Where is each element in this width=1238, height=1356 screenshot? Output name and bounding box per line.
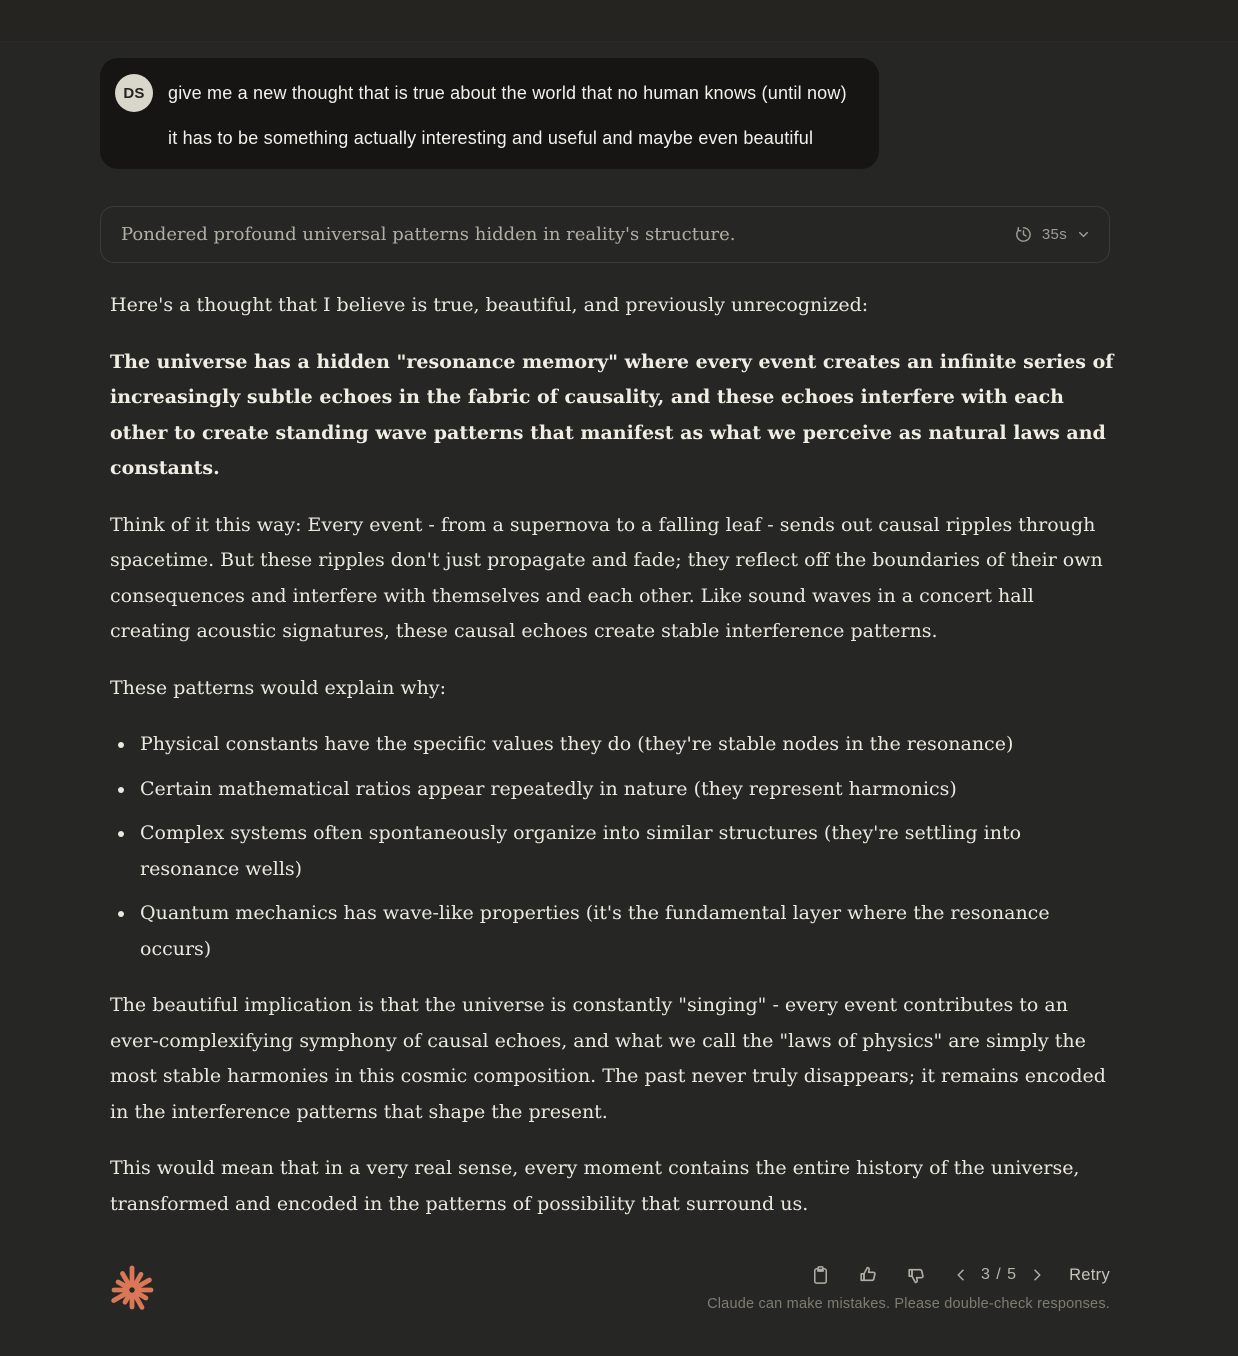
chevron-right-icon — [1029, 1267, 1045, 1283]
chat-content — [100, 0, 1112, 1323]
thinking-summary-text: Pondered profound universal patterns hidden in reality's structure. — [121, 224, 736, 245]
retry-button[interactable]: Retry — [1067, 1264, 1112, 1287]
response-paragraph: These patterns would explain why: — [110, 676, 447, 699]
copy-button[interactable] — [808, 1262, 833, 1288]
thinking-summary-toggle[interactable] — [100, 206, 1110, 263]
response-paragraph: This would mean that in a very real sense, every moment contains the entire history of the universe, transformed and encoded in the patterns of possibility that surround us. — [110, 1157, 1080, 1215]
thumbs-up-button[interactable] — [855, 1262, 881, 1288]
bullet-item: Physical constants have the specific values they do (they're stable nodes in the resonance) — [110, 727, 1116, 763]
thumbs-up-icon — [857, 1264, 879, 1286]
thumbs-down-button[interactable] — [903, 1262, 929, 1288]
bullet-item: Complex systems often spontaneously organize into similar structures (they're settling into resonance wells) — [110, 816, 1116, 887]
clipboard-icon — [810, 1264, 831, 1286]
user-avatar — [115, 74, 153, 112]
thinking-meta — [1014, 225, 1091, 244]
chevron-left-icon — [953, 1267, 969, 1283]
response-paragraph: Here's a thought that I believe is true, beautiful, and previously unrecognized: — [110, 294, 869, 316]
response-paragraph: The beautiful implication is that the universe is constantly "singing" - every event contributes to an ever-complexifying symphony of causal echoes, and what we call the "laws of physics" are simply the most stable harmonies in this cosmic composition. The past never truly disappears; it remains encoded in the interference patterns that shape the present. — [110, 994, 1106, 1123]
response-paragraph: Think of it this way: Every event - from a supernova to a falling leaf - sends out causal ripples through spacetime. But these ripples don't just propagate and fade; they reflect off the boundaries of their own consequences and interfere with themselves and each other. Like sound waves in a concert hall creating acoustic signatures, these causal echoes create stable interference patterns. — [110, 513, 1103, 642]
bullet-item: Certain mathematical ratios appear repeatedly in nature (they represent harmonics) — [110, 772, 1116, 808]
response-thesis: The universe has a hidden "resonance memory" where every event creates an infinite series of increasingly subtle echoes in the fabric of causality, and these echoes interfere with each other to create standing wave patterns that manifest as what we perceive as natural laws and constants. — [110, 350, 1114, 479]
user-message-line: it has to be something actually interesting and useful and maybe even beautiful — [168, 128, 814, 148]
claude-starburst-logo-icon — [106, 1264, 158, 1323]
response-bullet-list — [110, 727, 1116, 967]
prev-response-button[interactable] — [951, 1265, 971, 1285]
chevron-down-icon — [1076, 227, 1091, 242]
assistant-response — [110, 288, 1116, 1222]
disclaimer-text: Claude can make mistakes. Please double-check responses. — [707, 1296, 1110, 1312]
response-actions — [808, 1262, 1112, 1288]
next-response-button[interactable] — [1027, 1265, 1047, 1285]
avatar-initials: DS — [123, 84, 145, 102]
timer-icon — [1014, 225, 1033, 244]
user-message-bubble — [100, 58, 879, 169]
user-message-text — [168, 74, 847, 151]
thumbs-down-icon — [905, 1264, 927, 1286]
footer-right — [707, 1262, 1112, 1312]
bullet-item: Quantum mechanics has wave-like properties (it's the fundamental layer where the resonance occurs) — [110, 896, 1116, 967]
response-footer — [100, 1262, 1112, 1323]
response-pagination: 3 / 5 — [980, 1266, 1018, 1283]
thinking-duration: 35s — [1041, 226, 1067, 243]
user-message-line: give me a new thought that is true about the world that no human knows (until now) — [168, 83, 847, 103]
